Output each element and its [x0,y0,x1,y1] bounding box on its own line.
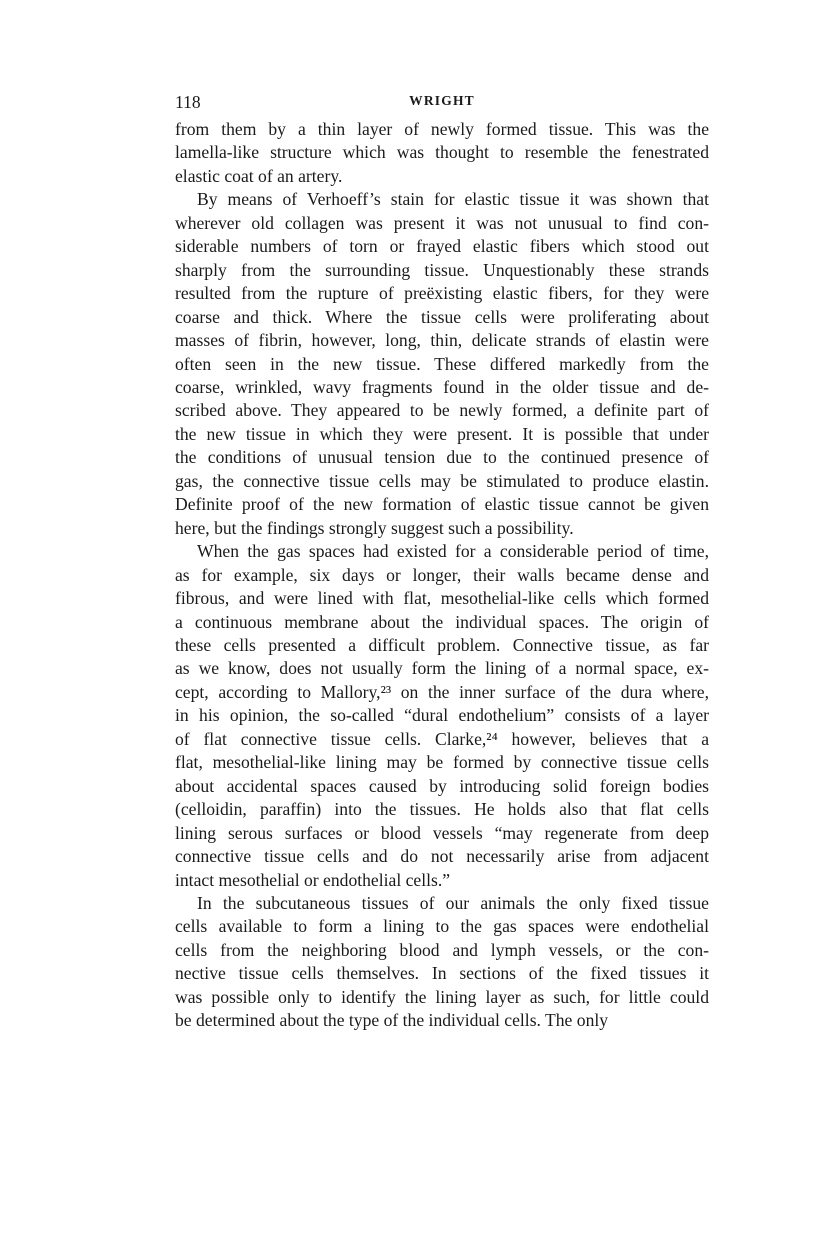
page-number: 118 [175,92,201,112]
text-line: sharply from the surrounding tissue. Unquestionably these strands [175,259,709,280]
text-line: cells from the neighboring blood and lymph vessels, or the con- [175,939,709,960]
text-line: often seen in the new tissue. These differed markedly from the [175,353,709,374]
text-line: about accidental spaces caused by introducing solid foreign bodies [175,775,709,796]
text-line: connective tissue cells and do not necessarily arise from adjacent [175,846,709,867]
text-line: When the gas spaces had existed for a considerable period of time, [197,541,709,562]
text-line: fibrous, and were lined with flat, mesothelial-like cells which formed [175,588,709,609]
text-line: flat, mesothelial-like lining may be formed by connective tissue cells [175,752,709,773]
paragraph [175,540,709,892]
text-line: elastic coat of an artery. [175,165,343,186]
text-line: coarse, wrinkled, wavy fragments found in the older tissue and de- [175,376,709,397]
running-head [175,92,709,118]
running-title: WRIGHT [409,93,475,108]
text-line: the new tissue in which they were present. It is possible that under [175,423,709,444]
body-text [175,118,709,1033]
text-line: as for example, six days or longer, their walls became dense and [175,564,709,585]
text-line: nective tissue cells themselves. In sections of the fixed tissues it [175,963,709,984]
text-line: (celloidin, paraffin) into the tissues. He holds also that flat cells [175,799,709,820]
text-line: cept, according to Mallory,²³ on the inner surface of the dura where, [175,681,709,702]
text-line: Definite proof of the new formation of elastic tissue cannot be given [175,494,709,515]
text-line: here, but the findings strongly suggest such a possibility. [175,517,574,538]
text-line: gas, the connective tissue cells may be stimulated to produce elastin. [175,470,709,491]
text-line: as we know, does not usually form the lining of a normal space, ex- [175,658,709,679]
text-line: scribed above. They appeared to be newly formed, a definite part of [175,400,709,421]
text-line: cells available to form a lining to the gas spaces were endothelial [175,916,709,937]
page [175,92,709,1033]
paragraph [175,892,709,1033]
text-line: coarse and thick. Where the tissue cells were proliferating about [175,306,709,327]
text-line: these cells presented a difficult problem. Connective tissue, as far [175,634,709,655]
paragraph [175,118,709,188]
text-line: wherever old collagen was present it was not unusual to find con- [175,212,709,233]
text-line: of flat connective tissue cells. Clarke,²⁴ however, believes that a [175,728,709,749]
text-line: a continuous membrane about the individual spaces. The origin of [175,611,709,632]
text-line: be determined about the type of the individual cells. The only [175,1010,609,1031]
text-line: By means of Verhoeff’s stain for elastic tissue it was shown that [197,189,709,210]
text-line: in his opinion, the so-called “dural endothelium” consists of a layer [175,705,709,726]
text-line: siderable numbers of torn or frayed elastic fibers which stood out [175,236,709,257]
text-line: In the subcutaneous tissues of our animals the only fixed tissue [197,892,709,913]
paragraph [175,188,709,540]
text-line: masses of fibrin, however, long, thin, delicate strands of elastin were [175,330,709,351]
text-line: was possible only to identify the lining layer as such, for little could [175,986,709,1007]
text-line: lining serous surfaces or blood vessels “may regenerate from deep [175,822,709,843]
text-line: intact mesothelial or endothelial cells.” [175,869,451,890]
text-line: resulted from the rupture of preëxisting elastic fibers, for they were [175,283,709,304]
text-line: the conditions of unusual tension due to the continued presence of [175,447,709,468]
text-line: from them by a thin layer of newly formed tissue. This was the [175,119,709,139]
text-line: lamella-like structure which was thought to resemble the fenestrated [175,142,709,163]
